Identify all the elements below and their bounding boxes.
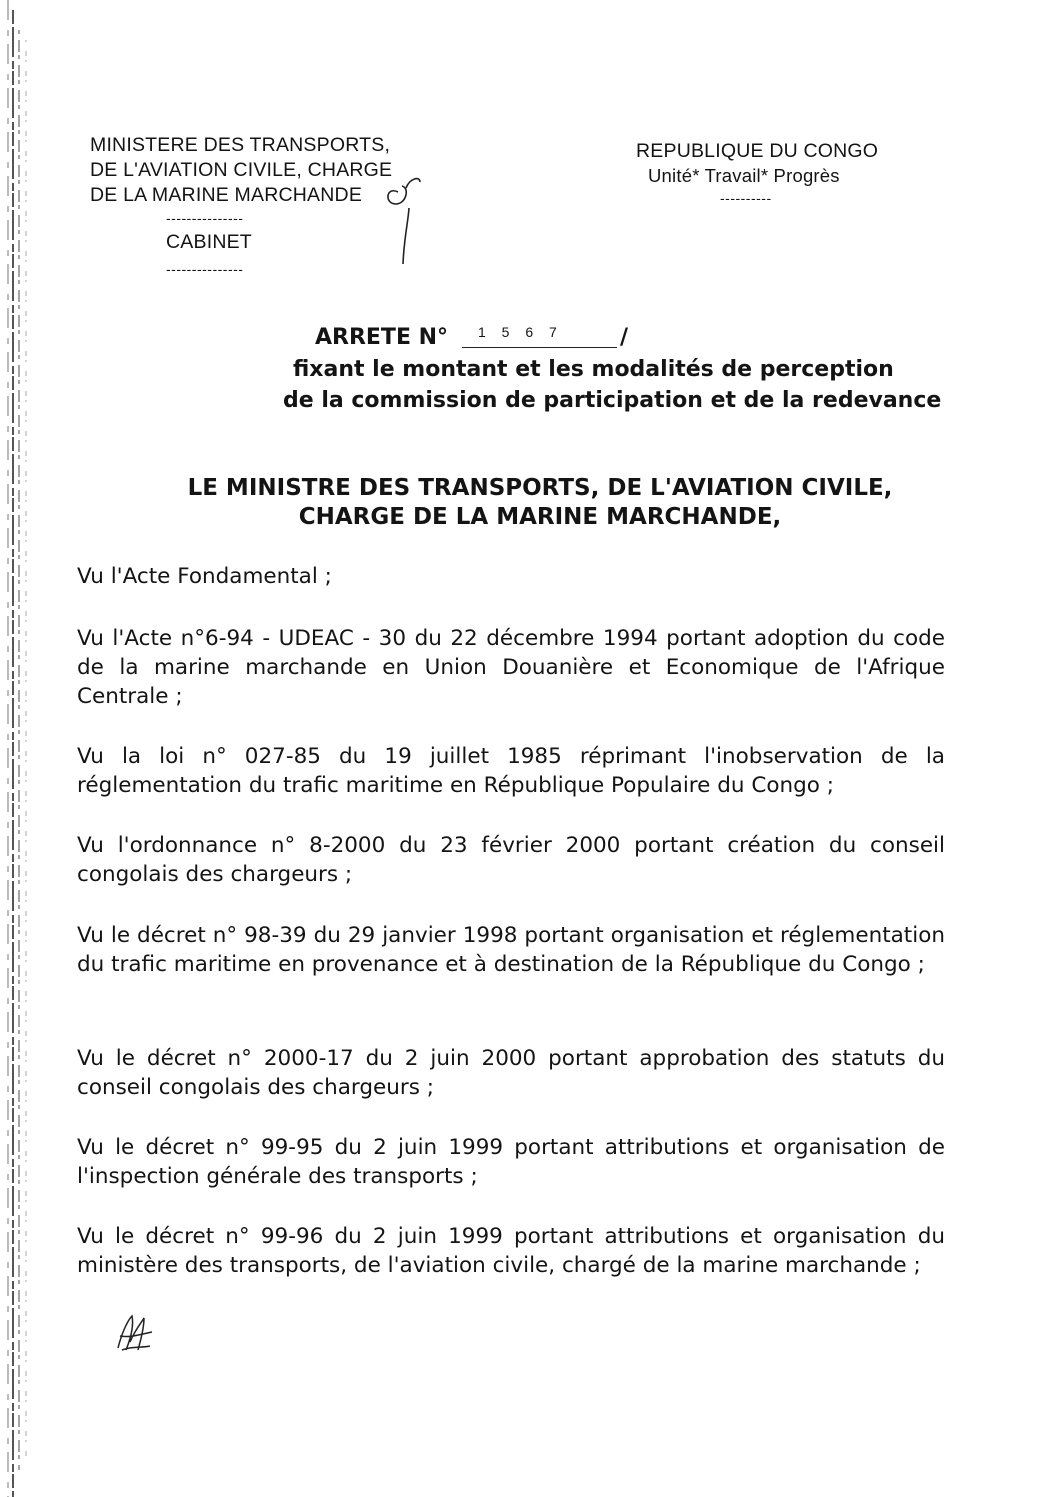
visa-paragraph: Vu le décret n° 98-39 du 29 janvier 1998 portant organisation et réglementation du trafic maritime en provenance et à destination de la République du Congo ;	[77, 923, 945, 977]
republic-separator: ----------	[720, 190, 772, 206]
visa-paragraph: Vu le décret n° 2000-17 du 2 juin 2000 portant approbation des statuts du conseil congolais des chargeurs ;	[77, 1046, 945, 1100]
arrete-slash: /	[620, 325, 629, 350]
visa-paragraph: Vu l'ordonnance n° 8-2000 du 23 février 2000 portant création du conseil congolais des chargeurs ;	[77, 833, 945, 887]
minister-heading-line-2: CHARGE DE LA MARINE MARCHANDE,	[298, 504, 782, 530]
arrete-label: ARRETE N°	[315, 325, 449, 350]
arrete-subtitle-line-2: de la commission de participation et de la redevance	[283, 388, 942, 413]
visa-paragraph: Vu la loi n° 027-85 du 19 juillet 1985 réprimant l'inobservation de la réglementation du trafic maritime en République Populaire du Congo ;	[77, 744, 945, 798]
ministry-line-2: DE L'AVIATION CIVILE, CHARGE	[90, 159, 393, 181]
visa-paragraph: Vu le décret n° 99-96 du 2 juin 1999 portant attributions et organisation du ministère des transports, de l'aviation civile, chargé de la marine marchande ;	[77, 1224, 945, 1278]
visa-paragraph: Vu l'Acte n°6-94 - UDEAC - 30 du 22 décembre 1994 portant adoption du code de la marine marchande en Union Douanière et Economique de l'Afrique Centrale ;	[77, 626, 945, 709]
visa-paragraph: Vu le décret n° 99-95 du 2 juin 1999 portant attributions et organisation de l'inspection générale des transports ;	[77, 1135, 945, 1189]
handwritten-initial-mark	[376, 168, 430, 268]
arrete-number: 1 5 6 7	[478, 324, 563, 340]
national-motto: Unité* Travail* Progrès	[648, 165, 840, 186]
arrete-subtitle-line-1: fixant le montant et les modalités de perception	[293, 357, 894, 382]
header-separator-bottom: ---------------	[166, 261, 244, 277]
cabinet-label: CABINET	[166, 231, 252, 253]
ministry-line-1: MINISTERE DES TRANSPORTS,	[90, 134, 391, 156]
header-separator-top: ---------------	[166, 210, 244, 226]
visa-paragraph: Vu l'Acte Fondamental ;	[77, 564, 332, 589]
minister-heading-line-1: LE MINISTRE DES TRANSPORTS, DE L'AVIATION CIVILE,	[187, 475, 893, 501]
scan-edge-artifact	[0, 0, 42, 1497]
republic-name: REPUBLIQUE DU CONGO	[636, 140, 879, 162]
ministry-line-3: DE LA MARINE MARCHANDE	[90, 184, 363, 206]
handwritten-paraph-mark	[112, 1312, 158, 1354]
